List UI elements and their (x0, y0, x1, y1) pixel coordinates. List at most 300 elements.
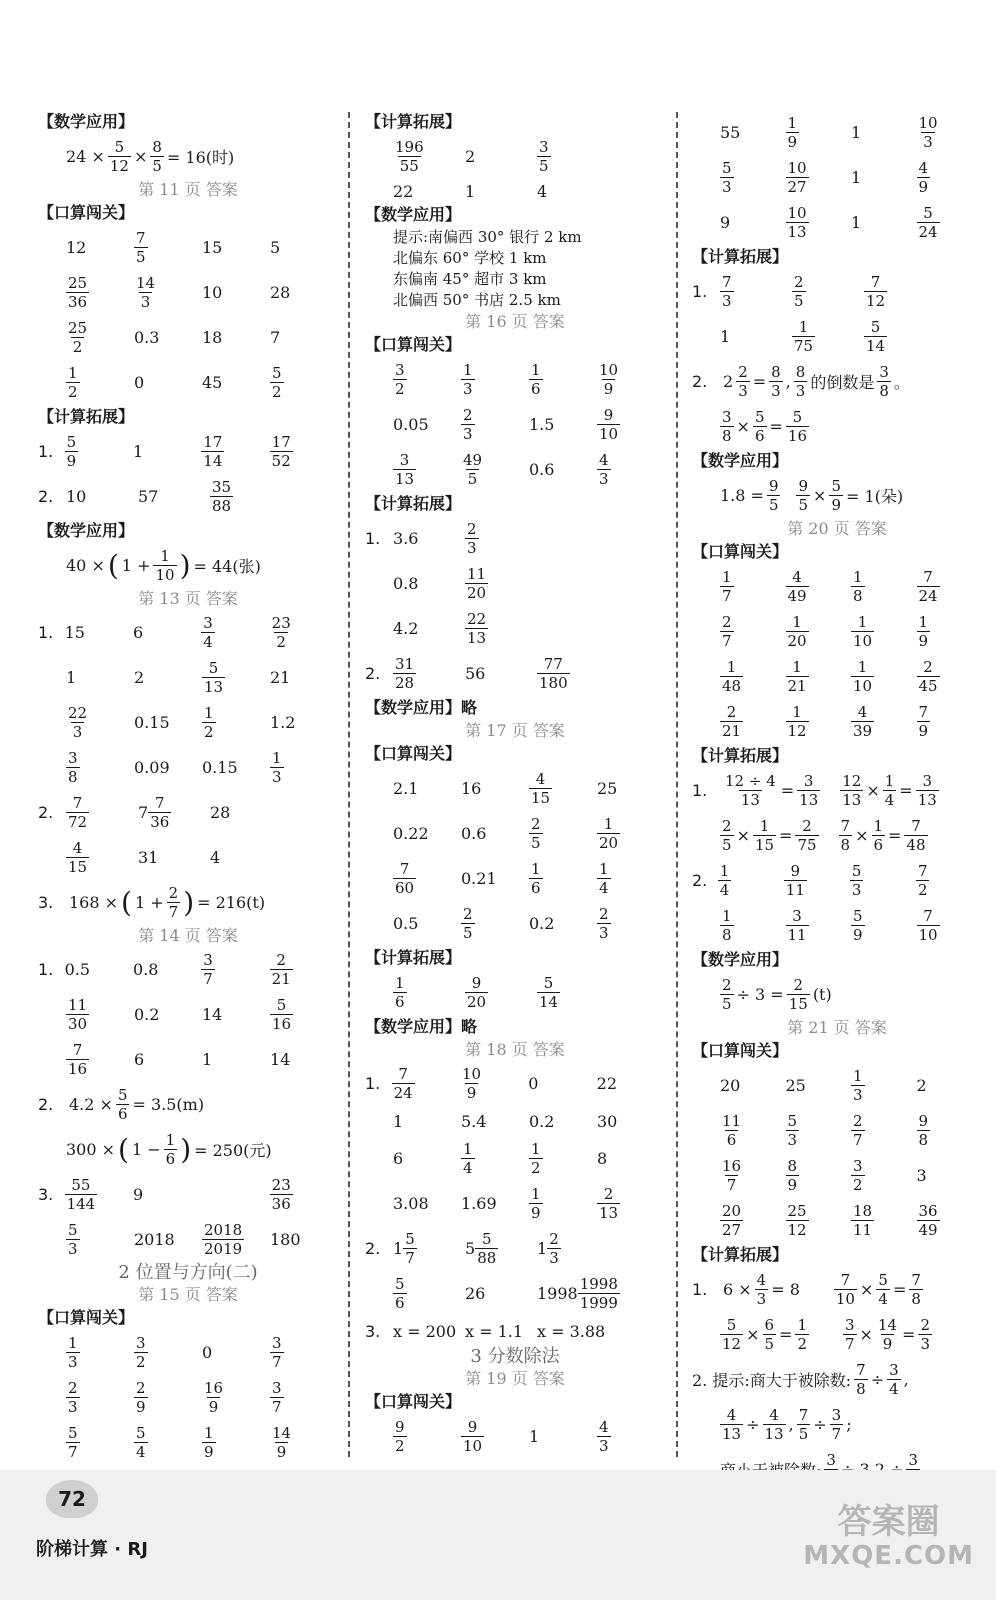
numerator: 10 (461, 1065, 482, 1083)
section-header: 【数学应用】 (38, 521, 135, 540)
fraction (270, 1424, 293, 1461)
fraction (465, 520, 479, 557)
numerator: 77 (543, 655, 563, 673)
numerator: 2 (463, 905, 473, 923)
fraction (876, 1316, 899, 1353)
numerator: 1 (531, 1140, 541, 1158)
numerator: 3 (922, 772, 933, 790)
numerator: 5 (395, 1275, 405, 1293)
fraction (134, 1424, 148, 1461)
denominator: 14 (866, 337, 886, 355)
denominator: 6 (531, 380, 541, 398)
numerator: 22 (467, 610, 487, 628)
denominator: 48 (906, 836, 926, 854)
denominator: 7 (272, 1398, 282, 1416)
fraction (796, 477, 810, 514)
numerator: 23 (271, 614, 291, 632)
numerator: 3 (853, 1157, 863, 1175)
denominator: 13 (204, 678, 224, 696)
page-answer-label: 第 18 页 答案 (465, 1040, 565, 1059)
denominator: 49 (787, 587, 807, 605)
denominator: 16 (272, 1015, 292, 1033)
fraction (753, 408, 767, 445)
fraction (393, 451, 416, 488)
denominator: 6 (395, 1294, 405, 1312)
numerator: 3 (68, 749, 78, 767)
fraction (720, 1112, 743, 1149)
denominator: 5 (722, 995, 732, 1013)
numerator: 3 (792, 907, 802, 925)
page-answer-label: 第 19 页 答案 (465, 1369, 565, 1388)
fraction (461, 361, 475, 398)
numerator: 16 (204, 1379, 224, 1397)
numerator: 5 (276, 996, 287, 1014)
fraction (851, 1112, 865, 1149)
numerator: 3 (395, 361, 405, 379)
numerator: 12 (842, 772, 862, 790)
answer-row (692, 609, 982, 654)
denominator: 7 (722, 632, 732, 650)
fraction (755, 1271, 769, 1308)
numerator: 1 (792, 703, 802, 721)
fraction (784, 862, 807, 899)
answer-row: $\frac{7}{16}$ 6 1 14 (68, 1041, 291, 1078)
fraction (597, 815, 620, 852)
numerator: 4 (918, 159, 929, 177)
denominator: 5 (539, 157, 549, 175)
fraction (201, 951, 215, 988)
answer-row: 0.8 $\frac{11}{20}$ (393, 565, 487, 602)
numerator: 4 (756, 1271, 767, 1289)
expression: 1.8 = $\frac{9}{5}$ $\frac{9}{5}$ × $\frac{5}{9}$ = 1(朵) (720, 477, 904, 514)
fraction (461, 1140, 475, 1177)
numerator: 5 (754, 408, 765, 426)
denominator: 9 (918, 632, 929, 650)
fraction (201, 433, 224, 470)
numerator: 2 (722, 613, 732, 631)
numerator: 1 (798, 318, 809, 336)
fraction (786, 658, 809, 695)
denominator: 4 (719, 881, 730, 899)
numerator: 5 (853, 907, 863, 925)
answer-row: $\frac{1}{3}$ $\frac{3}{2}$ 0 $\frac{3}{7}$ (68, 1334, 282, 1371)
numerator: 1 (853, 568, 863, 586)
fraction (202, 1424, 216, 1461)
numerator: 1 (797, 1316, 807, 1334)
fraction (202, 659, 225, 696)
fraction (918, 1316, 932, 1353)
denominator: 144 (66, 1195, 96, 1213)
denominator: 3 (920, 1335, 930, 1353)
fraction (718, 862, 732, 899)
numerator: 2 (726, 703, 737, 721)
answer-row (692, 1198, 982, 1243)
fraction (393, 974, 407, 1011)
fraction (904, 817, 927, 854)
fraction (786, 204, 809, 241)
denominator: 5 (798, 1425, 809, 1443)
expression: $\frac{3}{8}$ × $\frac{5}{6}$ = $\frac{5}{16}$ (722, 408, 807, 445)
denominator: 4 (136, 1443, 146, 1461)
fraction (786, 613, 809, 650)
numerator: 1 (759, 817, 770, 835)
denominator: 9 (787, 1176, 798, 1194)
numerator: 2 (599, 905, 609, 923)
denominator: 21 (787, 677, 807, 695)
answer-row: $\frac{25}{2}$ 0.3 18 7 (68, 319, 281, 356)
denominator: 3 (756, 1290, 767, 1308)
denominator: 2 (531, 1159, 541, 1177)
section-header: 【口算闯关】 (365, 1392, 462, 1411)
expression: 1. 6 × $\frac{4}{3}$ = 8 $\frac{7}{10}$ × $\frac{5}{4}$ = $\frac{7}{8}$ (692, 1271, 921, 1308)
denominator: 5 (798, 496, 809, 514)
numerator: 8 (787, 1157, 798, 1175)
denominator: 3 (722, 178, 732, 196)
answer-row: $\frac{5}{6}$ 26 1998 $\frac{1998}{1999}$ (395, 1275, 618, 1312)
denominator: 9 (208, 1398, 219, 1416)
numerator: 14 (272, 1424, 292, 1442)
numerator: 2 (920, 1316, 930, 1334)
numerator: 8 (152, 138, 162, 156)
numerator: 3 (908, 1451, 918, 1469)
numerator: 9 (768, 477, 779, 495)
page-answer-label: 第 17 页 答案 (465, 721, 565, 740)
denominator: 3 (549, 1249, 559, 1267)
denominator: 5 (764, 1335, 775, 1353)
section-header: 【计算拓展】 (365, 948, 462, 967)
denominator: 10 (155, 566, 175, 584)
fraction (720, 568, 734, 605)
answer-row: 1 2 $\frac{5}{13}$ 21 (66, 659, 291, 696)
numerator: 1 (204, 1424, 214, 1442)
numerator: 5 (726, 1316, 737, 1334)
denominator: 2019 (204, 1240, 243, 1258)
denominator: 9 (276, 1443, 287, 1461)
fraction (66, 704, 89, 741)
answer-row (692, 903, 982, 948)
denominator: 7 (68, 1443, 78, 1461)
fraction (787, 976, 810, 1013)
denominator: 24 (918, 223, 938, 241)
numerator: 7 (911, 817, 921, 835)
denominator: 4 (889, 1380, 899, 1398)
fraction (830, 1406, 844, 1443)
denominator: 13 (395, 470, 415, 488)
section-header: 【口算闯关】 (38, 1308, 135, 1327)
denominator: 2 (272, 383, 282, 401)
denominator: 72 (68, 813, 88, 831)
denominator: 11 (853, 1221, 873, 1239)
numerator: 5 (68, 1221, 78, 1239)
numerator: 5 (114, 138, 125, 156)
numerator: 11 (467, 565, 487, 583)
fraction (393, 1418, 407, 1455)
denominator: 20 (599, 834, 619, 852)
numerator: 35 (212, 478, 232, 496)
numerator: 3 (272, 1379, 282, 1397)
denominator: 6 (873, 836, 884, 854)
denominator: 3 (140, 293, 151, 311)
fraction (840, 772, 863, 809)
denominator: 9 (882, 1335, 893, 1353)
answer-row (692, 564, 982, 609)
denominator: 3 (72, 723, 83, 741)
numerator: 12 ÷ 4 (725, 772, 776, 790)
watermark-logo: 答案圈 MXQE.COM (803, 1502, 974, 1571)
denominator: 8 (918, 1131, 929, 1149)
numerator: 4 (792, 568, 802, 586)
denominator: 13 (467, 629, 487, 647)
hint-line: 北偏西 50° 书店 2.5 km (393, 291, 561, 309)
answer-row: 4.2 $\frac{22}{13}$ (393, 610, 487, 647)
numerator: 7 (722, 273, 732, 291)
denominator: 16 (68, 1060, 88, 1078)
fraction (876, 1271, 890, 1308)
denominator: 24 (918, 587, 938, 605)
denominator: 20 (467, 993, 487, 1011)
fraction (597, 1185, 620, 1222)
fraction (164, 1131, 178, 1168)
fraction (475, 1230, 498, 1267)
fraction (66, 1334, 80, 1371)
denominator: 180 (539, 674, 568, 692)
denominator: 3 (272, 768, 282, 786)
denominator: 2 (276, 633, 286, 651)
denominator: 8 (879, 382, 889, 400)
fraction (872, 817, 886, 854)
denominator: 36 (150, 813, 170, 831)
fraction (917, 204, 940, 241)
denominator: 4 (878, 1290, 888, 1308)
numerator: 3 (889, 1361, 899, 1379)
answer-row: 1. 0.5 0.8 $\frac{3}{7}$ $\frac{2}{21}$ (38, 951, 291, 988)
numerator: 196 (395, 138, 424, 156)
fraction (465, 974, 488, 1011)
numerator: 1 (719, 862, 730, 880)
numerator: 7 (154, 794, 165, 812)
fraction (786, 568, 809, 605)
fraction (723, 772, 778, 809)
numerator: 3 (203, 951, 213, 969)
fraction (65, 1176, 98, 1213)
denominator: 6 (117, 1105, 128, 1123)
numerator: 6 (764, 1316, 775, 1334)
numerator: 18 (853, 1202, 873, 1220)
fraction (851, 907, 865, 944)
column-2 (365, 110, 665, 1459)
numerator: 7 (840, 817, 851, 835)
denominator: 10 (599, 425, 619, 443)
answer-row: $\frac{3}{8}$ 0.09 0.15 $\frac{1}{3}$ (68, 749, 282, 786)
denominator: 2 (204, 723, 214, 741)
fraction (461, 451, 484, 488)
denominator: 7 (272, 1353, 282, 1371)
numerator: 17 (271, 433, 291, 451)
fraction (597, 1418, 611, 1455)
fraction (134, 229, 148, 266)
fraction (150, 138, 164, 175)
section-header: 【计算拓展】 (692, 1245, 789, 1264)
column-3 (692, 110, 982, 1537)
fraction (66, 364, 80, 401)
fraction (529, 1185, 543, 1222)
numerator: 7 (911, 1271, 921, 1289)
numerator: 1 (853, 1067, 863, 1085)
section-header: 【数学应用】 (365, 205, 462, 224)
fraction (578, 1275, 620, 1312)
denominator: 27 (722, 1221, 742, 1239)
answer-row: 2. 1 $\frac{5}{7}$ 5 $\frac{5}{88}$ 1 $\frac{2}{3}$ (365, 1230, 559, 1267)
section-header: 【口算闯关】 (365, 744, 462, 763)
denominator: 60 (395, 879, 415, 897)
answer-row: $\frac{16}{7}$ $\frac{8}{9}$ $\frac{3}{2}$ 3 (722, 1157, 927, 1194)
numerator: 5 (722, 159, 732, 177)
numerator: 3 (203, 614, 213, 632)
answer-row: 9 $\frac{10}{13}$ 1 $\frac{5}{24}$ (720, 204, 938, 241)
page-answer-label: 第 14 页 答案 (138, 926, 238, 945)
denominator: 36 (68, 293, 88, 311)
fraction (597, 361, 620, 398)
expression: 1. $\frac{12 \div 4}{13}$ = $\frac{3}{13}$ $\frac{12}{13}$ × $\frac{1}{4}$ = $\frac{3}{13}$ (692, 772, 937, 809)
fraction (465, 565, 488, 602)
fraction (917, 613, 931, 650)
numerator: 7 (923, 907, 933, 925)
numerator: 2 (467, 520, 477, 538)
numerator: 1 (726, 658, 737, 676)
fraction (597, 860, 611, 897)
numerator: 9 (790, 862, 801, 880)
denominator: 36 (271, 1195, 291, 1213)
fraction (529, 860, 543, 897)
fraction (270, 996, 293, 1033)
numerator: 1 (165, 1131, 176, 1149)
fraction (393, 860, 416, 897)
fraction (883, 772, 897, 809)
denominator: 8 (911, 1290, 921, 1308)
fraction (202, 1379, 225, 1416)
expression: 300 × ( 1 − $\frac{1}{6}$ ) = 250(元) (66, 1131, 272, 1168)
numerator: 7 (798, 1406, 809, 1424)
denominator: 9 (466, 1084, 477, 1102)
denominator: 14 (203, 452, 223, 470)
numerator: 2018 (204, 1221, 243, 1239)
fraction (597, 905, 611, 942)
numerator: 2 (738, 363, 748, 381)
numerator: 22 (68, 704, 88, 722)
numerator: 16 (722, 1157, 742, 1175)
numerator: 1 (463, 1140, 473, 1158)
fraction (720, 658, 743, 695)
numerator: 31 (395, 655, 415, 673)
denominator: 5 (136, 248, 146, 266)
page-answer-label: 第 16 页 答案 (465, 312, 565, 331)
denominator: 6 (165, 1150, 176, 1168)
denominator: 9 (66, 452, 77, 470)
fraction (720, 159, 734, 196)
answer-row: 2. $\frac{7}{72}$ 7 $\frac{7}{36}$ 28 (38, 794, 231, 831)
fraction (786, 114, 800, 151)
denominator: 88 (212, 497, 232, 515)
fraction (134, 274, 157, 311)
fraction (720, 613, 734, 650)
fraction (851, 703, 874, 740)
section-header: 【计算拓展】 (365, 494, 462, 513)
denominator: 4 (884, 791, 895, 809)
numerator: 10 (599, 361, 619, 379)
numerator: 5 (405, 1230, 415, 1248)
fraction (210, 478, 233, 515)
denominator: 49 (918, 1221, 938, 1239)
answer-row: $\frac{4}{15}$ 31 4 (68, 839, 221, 876)
denominator: 3 (851, 881, 862, 899)
fraction (66, 274, 89, 311)
denominator: 9 (918, 722, 929, 740)
fraction (461, 1418, 484, 1455)
answer-row: 55 $\frac{1}{9}$ 1 $\frac{10}{3}$ (720, 114, 938, 151)
denominator: 16 (787, 427, 807, 445)
fraction (786, 159, 809, 196)
denominator: 7 (722, 587, 732, 605)
numerator: 3 (826, 1451, 836, 1469)
answer-row: 3.08 1.69 $\frac{1}{9}$ $\frac{2}{13}$ (393, 1185, 619, 1222)
numerator: 5 (792, 408, 803, 426)
fraction (66, 749, 80, 786)
fraction (795, 1316, 809, 1353)
numerator: 2 (722, 976, 732, 994)
numerator: 3 (803, 772, 814, 790)
page-answer-label: 第 21 页 答案 (787, 1018, 887, 1037)
numerator: 4 (599, 451, 609, 469)
denominator: 55 (399, 157, 419, 175)
numerator: 9 (798, 477, 809, 495)
denominator: 39 (853, 722, 873, 740)
fraction (917, 1112, 931, 1149)
answer-row (38, 1375, 338, 1420)
expression: $\frac{2}{5}$ ÷ 3 = $\frac{2}{15}$ (t) (722, 976, 832, 1013)
page-number: 72 (46, 1480, 98, 1518)
numerator: 10 (918, 114, 938, 132)
expression: $\frac{5}{12}$ × $\frac{6}{5}$ = $\frac{1}{2}$ $\frac{3}{7}$ × $\frac{14}{9}$ = $\frac{2}{3}$ (722, 1316, 930, 1353)
numerator: 1 (603, 815, 614, 833)
numerator: 2 (793, 976, 804, 994)
answer-row (692, 654, 982, 699)
denominator: 10 (835, 1290, 855, 1308)
fraction (461, 905, 475, 942)
denominator: 10 (918, 926, 938, 944)
numerator: 7 (918, 703, 929, 721)
numerator: 7 (399, 860, 410, 878)
section-header: 【数学应用】 (38, 112, 135, 131)
answer-row: $\frac{7}{60}$ 0.21 $\frac{1}{6}$ $\frac{1}{4}$ (395, 860, 609, 897)
fraction (392, 1065, 415, 1102)
denominator: 7 (168, 903, 179, 921)
denominator: 7 (726, 1176, 737, 1194)
fraction (461, 406, 475, 443)
denominator: 13 (764, 1425, 784, 1443)
answer-row: 2. $\frac{1}{4}$ $\frac{9}{11}$ $\frac{5}{3}$ $\frac{7}{2}$ (692, 862, 928, 899)
denominator: 10 (853, 677, 873, 695)
fraction (720, 703, 743, 740)
denominator: 8 (722, 427, 732, 445)
answer-row: 12 $\frac{7}{5}$ 15 5 (66, 229, 281, 266)
denominator: 13 (799, 791, 819, 809)
numerator: 1998 (579, 1275, 618, 1293)
denominator: 13 (787, 223, 807, 241)
denominator: 8 (853, 587, 863, 605)
numerator: 5 (68, 1424, 78, 1442)
denominator: 3 (68, 1398, 78, 1416)
answer-row: 0.5 $\frac{2}{5}$ 0.2 $\frac{2}{3}$ (393, 905, 609, 942)
